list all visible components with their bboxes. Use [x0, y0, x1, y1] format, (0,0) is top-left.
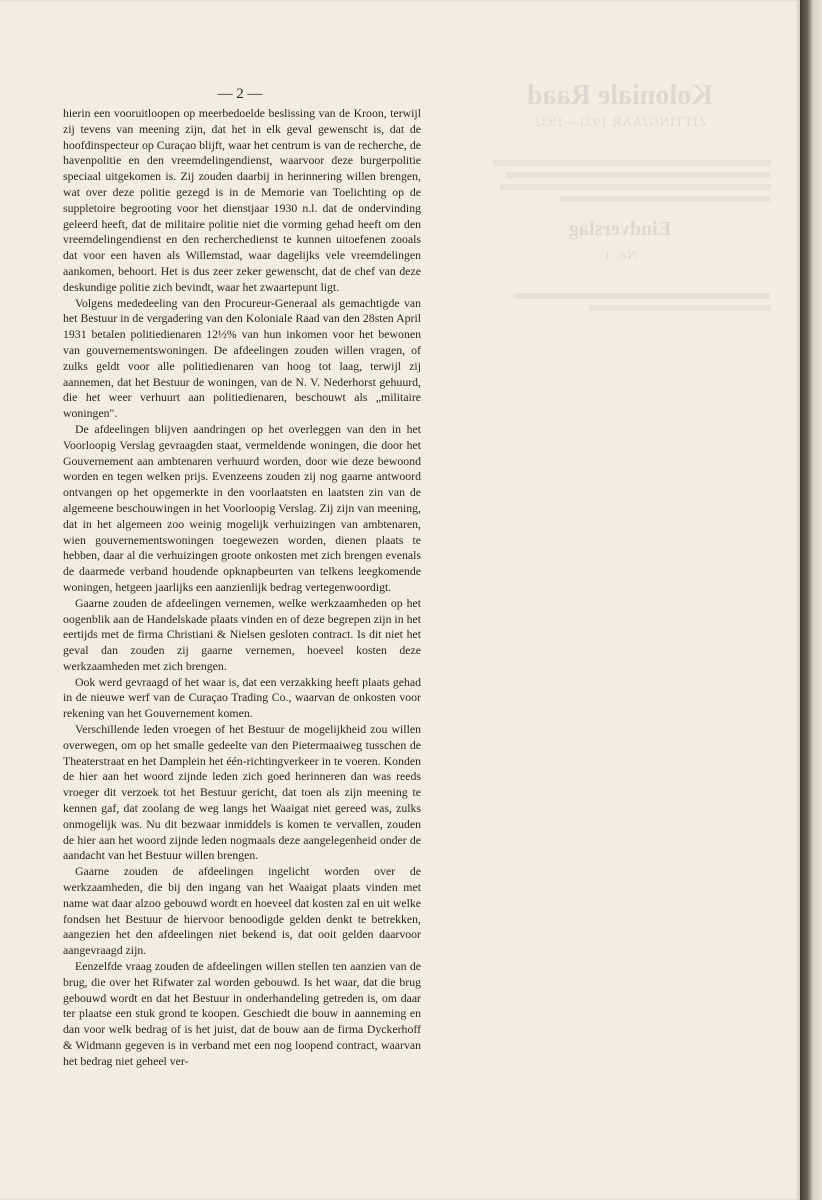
bleed-note: No. 1 — [603, 247, 637, 262]
paragraph: Volgens mededeeling van den Procureur-Generaal als gemachtigde van het Bestuur in de vergadering van den Koloniale Raad van den 28sten April 1931 betalen politiedienaren 12½% van hun inkomen voor het bewonen van gouvernementswoningen. De afdeelingen zouden willen vragen, of zulks geldt voor alle politiedienaren van hoog tot laag, terwijl zij aannemen, dat het Bestuur de woningen, van de N. V. Nederhorst gehuurd, die het weer verhuurt aan politiedienaren, beschouwt als „militaire woningen". — [63, 295, 421, 421]
bleed-subtitle: ZITTINGJAAR 1931—1932 — [533, 114, 707, 129]
bleed-through-text — [470, 80, 770, 317]
bleed-line — [506, 172, 770, 178]
paragraph: Gaarne zouden de afdeelingen vernemen, welke werkzaamheden op het oogenblik aan de Handelskade plaats vinden en of deze begrepen zijn in het eertijds met de firma Christiani & Nielsen gesloten contract. Is dit niet het geval dan zouden zij gaarne vernemen, hoeveel kosten deze werkzaamheden met zich brengen. — [63, 595, 421, 673]
bleed-line — [560, 196, 770, 202]
paragraph: Ook werd gevraagd of het waar is, dat een verzakking heeft plaats gehad in de nieuwe werf van de Curaçao Trading Co., waarvan de onkosten voor rekening van het Gouvernement komen. — [63, 674, 421, 721]
bleed-line — [500, 184, 770, 190]
bleed-heading: Eindverslag — [568, 218, 672, 240]
bleed-line — [494, 160, 770, 166]
paragraph: Verschillende leden vroegen of het Bestuur de mogelijkheid zou willen overwegen, om op het smalle gedeelte van den Pietermaaiweg tusschen de Theaterstraat en het Damplein het één-richtingverkeer in te voeren. Konden de hier aan het woord zijnde leden zich goed herinneren dan was reeds vroeger dit verzoek tot het Bestuur gericht, dat toen als zijn meening te kennen gaf, dat zoolang de weg langs het Waaigat niet gereed was, zulks onmogelijk was. Nu dit bezwaar inmiddels is komen te vervallen, zouden de hier aan het woord zijnde leden nogmaals deze aangelegenheid onder de aandacht van het Bestuur willen brengen. — [63, 722, 421, 863]
bleed-line — [515, 293, 770, 299]
bleed-title: Koloniale Raad — [527, 80, 713, 111]
paragraph: Gaarne zouden de afdeelingen ingelicht worden over de werkzaamheden, die bij den ingang van het Waaigat plaats vinden met name wat daar alzoo gebouwd wordt en hoeveel dat kosten zal en uit welke fondsen het Bestuur de hiervoor benoodigde gelden denkt te betrekken, aangezien het den afdeelingen niet bekend is, dat ooit gelden daarvoor aangevraagd zijn. — [63, 864, 421, 958]
paragraph: Eenzelfde vraag zouden de afdeelingen willen stellen ten aanzien van de brug, die over het Rifwater zal worden gebouwd. Is het waar, dat die brug gebouwd wordt en dat het Bestuur in onderhandeling getreden is, om daar ter plaatse een stuk grond te koopen. Geschiedt die bouw in aanneming en dan voor welk bedrag of is het juist, dat de bouw aan de firma Dyckerhoff & Widmann gegeven is in verband met een nog loopend contract, waarvan het bedrag niet geheel ver- — [63, 959, 421, 1068]
page-number: — 2 — — [217, 86, 263, 102]
scan-edge — [800, 0, 822, 1200]
body-text — [63, 106, 421, 1070]
bleed-lines — [470, 160, 770, 202]
paragraph: hierin een vooruitloopen op meerbedoelde beslissing van de Kroon, terwijl zij tevens van meening zijn, dat het in elk geval gewenscht is, dat de hoofdinspecteur op Curaçao blijft, waar het centrum is van de recherche, de havenpolitie en den vreemdelingendienst, waarvoor deze burgerpolitie speciaal uitgekomen is. Zij zouden daarbij in herinnering willen brengen, wat over deze politie gezegd is in de Memorie van Toelichting op de suppletoire begrooting voor het dienstjaar 1930 n.l. dat de ondervinding geleerd heeft, dat de militaire politie niet die vorming gehad heeft om den vreemdelingendienst en den recherchedienst te kunnen uitoefenen zooals dat voor een haven als Willemstad, waar dagelijks vele vreemdelingen aankomen, behoort. Het is dus zeer zeker gewenscht, dat de chef van deze deskundige politie zich bevindt, waar het zwaartepunt ligt. — [63, 106, 421, 294]
paragraph: De afdeelingen blijven aandringen op het overleggen van den in het Voorloopig Verslag gevraagden staat, vermeldende woningen, die door het Gouvernement aan ambtenaren verhuurd worden, door wie deze bewoond worden en tegen welken prijs. Evenzeens zouden zij nog gaarne antwoord ontvangen op het opgemerkte in den voorlaatsten en laatsten zin van de algemeene beschouwingen in het Voorloopig Verslag. Zij zijn van meening, dat in het algemeen zoo weinig mogelijk verhuizingen van ambtenaren, wien gouvernementswoningen toegewezen worden, dienen plaats te hebben, daar al die verhuizingen groote onkosten met zich brengen evenals de daarmede verband houdende opknapbeurten van telkens leegkomende woningen, hetgeen jaarlijks een aanzienlijk bedrag vertegenwoordigt. — [63, 421, 421, 594]
bleed-lines-2 — [470, 293, 770, 311]
bleed-line — [590, 305, 770, 311]
